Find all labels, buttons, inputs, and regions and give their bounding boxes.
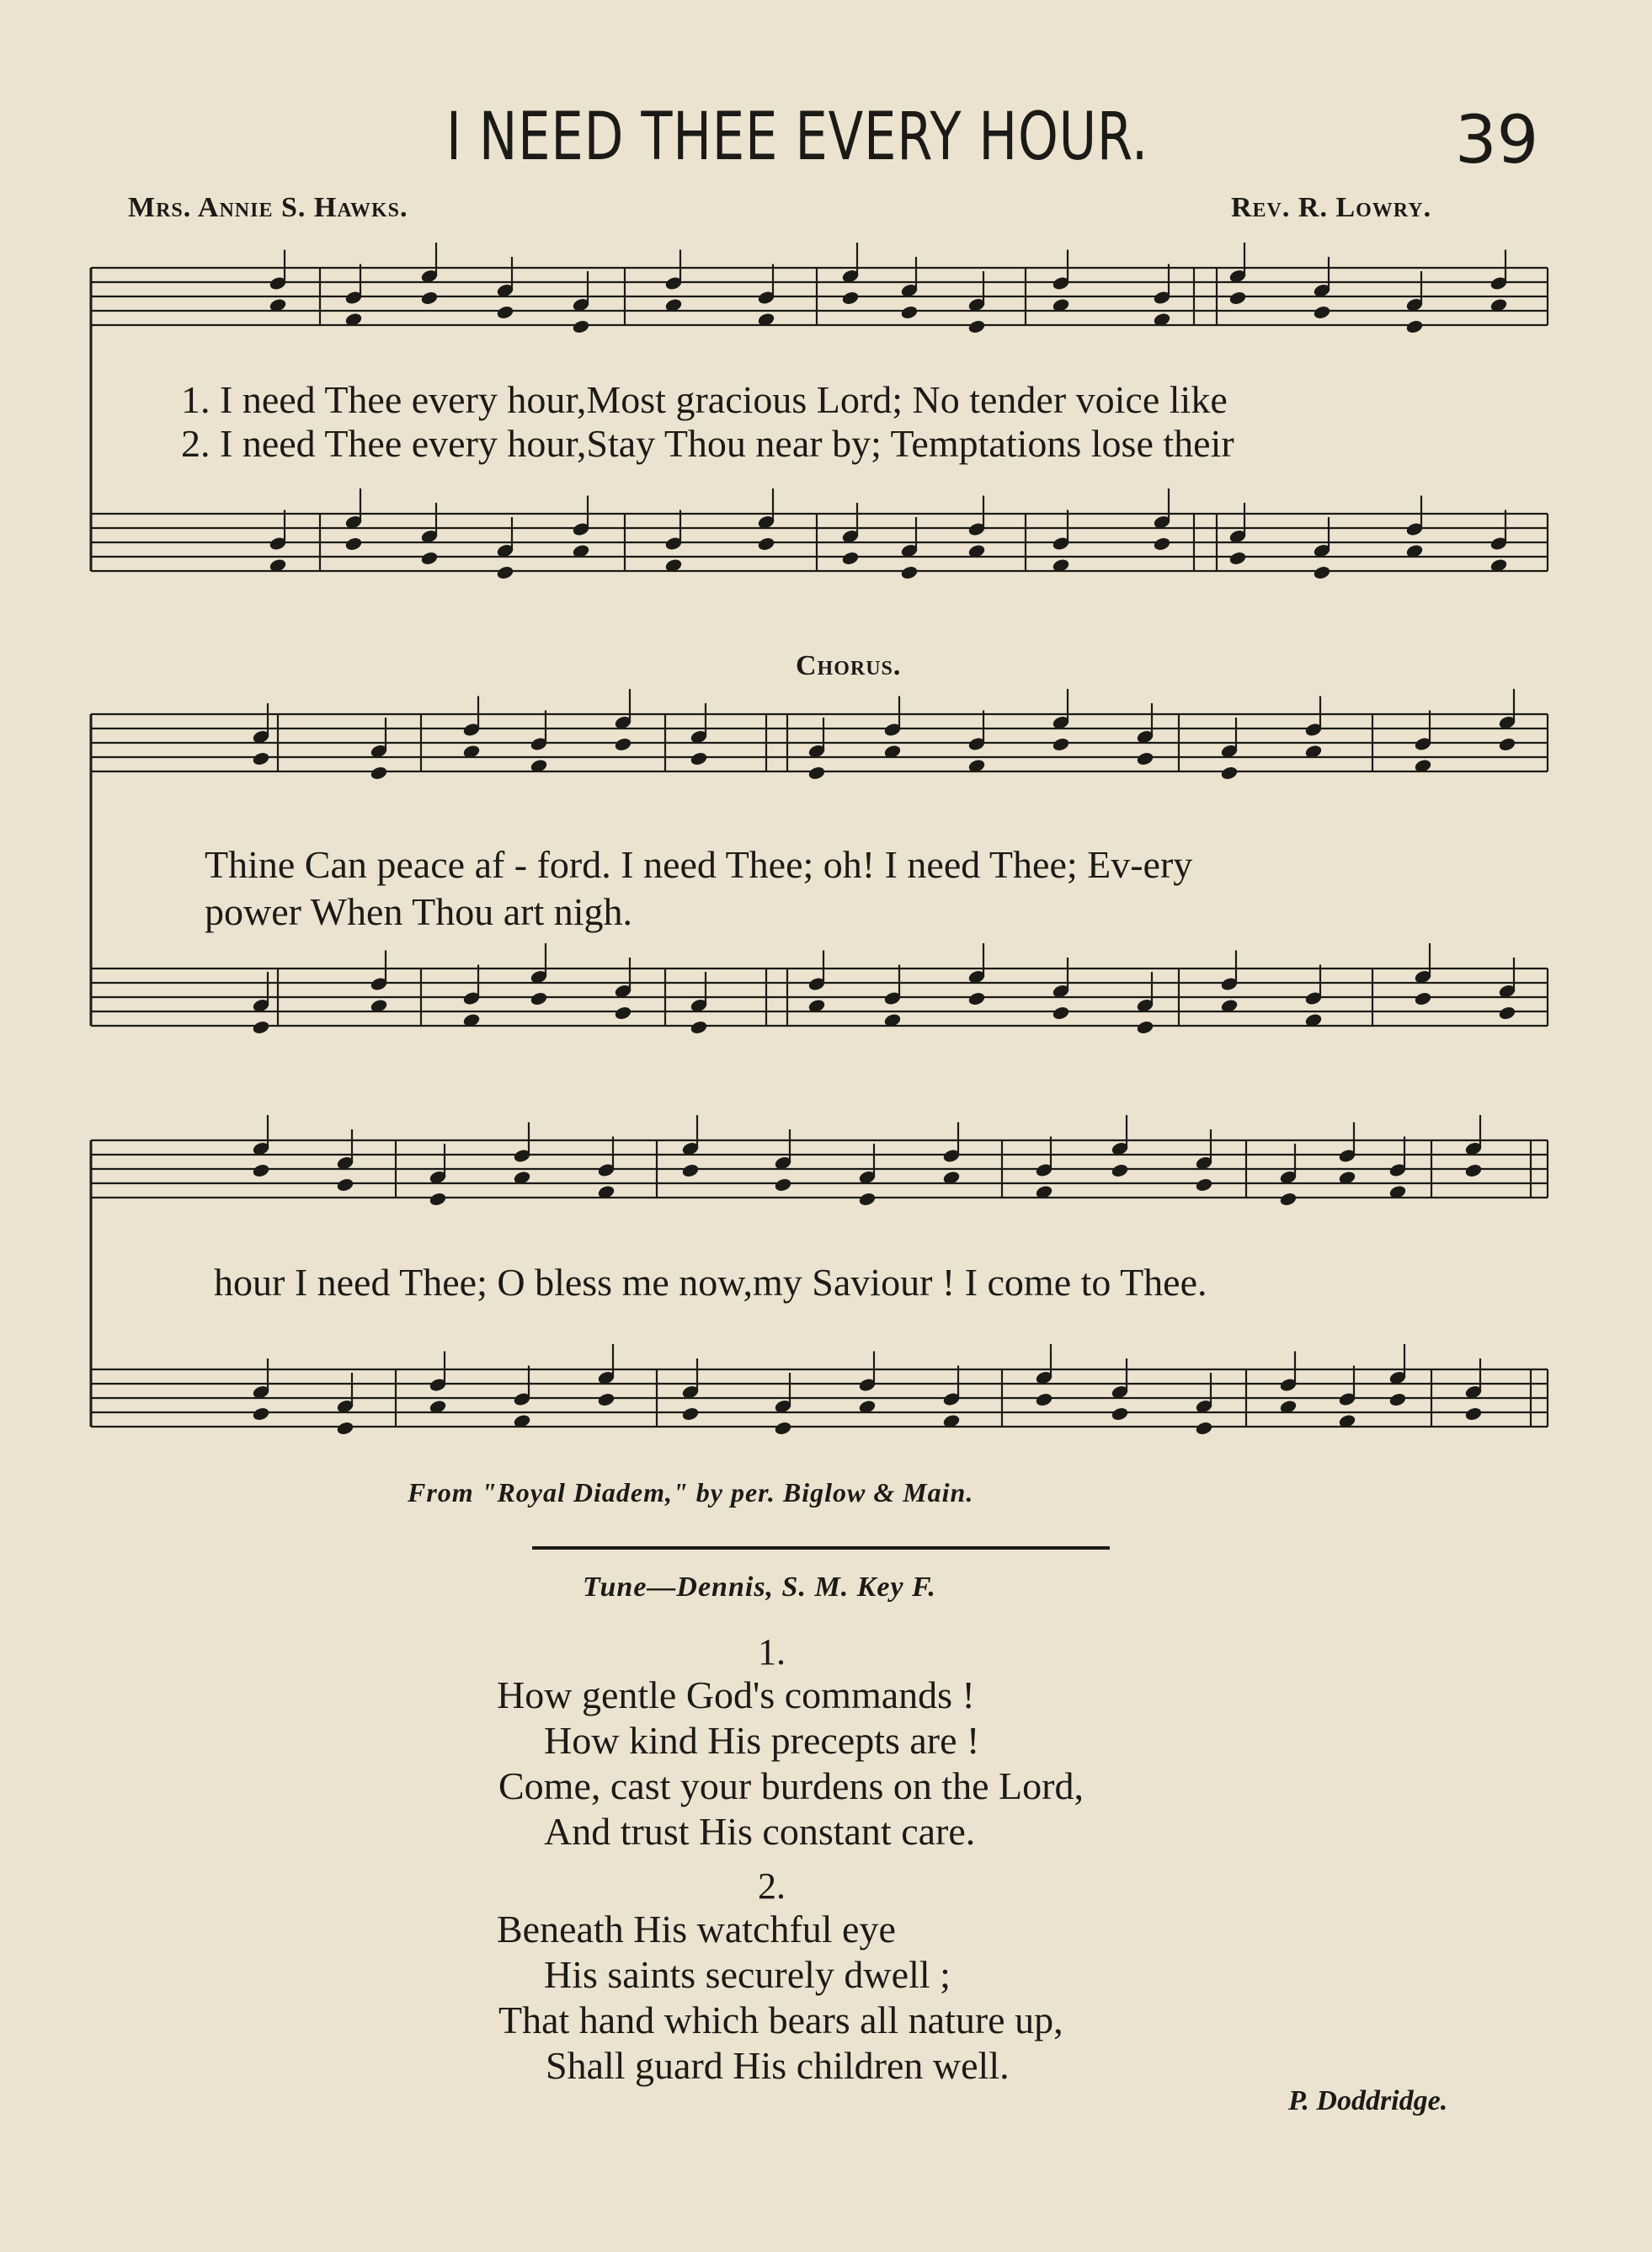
notehead bbox=[344, 536, 362, 551]
stanza-line: Shall guard His children well. bbox=[546, 2044, 1010, 2087]
stanza-line: His saints securely dwell ; bbox=[544, 1953, 951, 1996]
chorus-label: Chorus. bbox=[796, 650, 902, 681]
notehead bbox=[1498, 1006, 1516, 1020]
stanza-line: And trust His constant care. bbox=[544, 1810, 976, 1853]
hymn-title: I NEED THEE EVERY HOUR. bbox=[446, 99, 1148, 175]
notehead bbox=[807, 766, 825, 780]
source-credit: From "Royal Diadem," by per. Biglow & Main. bbox=[408, 1477, 974, 1508]
stanza-number: 2. bbox=[758, 1865, 786, 1907]
notehead bbox=[1195, 1177, 1212, 1192]
lyric-line-chorus-verse2: power When Thou art nigh. bbox=[205, 890, 633, 933]
notehead bbox=[420, 551, 438, 565]
lyric-line-final: hour I need Thee; O bless me now,my Saviour ! I come to Thee. bbox=[214, 1261, 1207, 1304]
notehead bbox=[1035, 1392, 1052, 1406]
stanza-number: 1. bbox=[758, 1631, 786, 1673]
notehead bbox=[1313, 565, 1330, 579]
notehead bbox=[858, 1192, 876, 1206]
notehead bbox=[1111, 1163, 1128, 1177]
notehead bbox=[614, 737, 631, 751]
notehead bbox=[1498, 737, 1516, 751]
notehead bbox=[1195, 1421, 1212, 1435]
notehead bbox=[252, 1406, 269, 1421]
notehead bbox=[900, 305, 918, 319]
notehead bbox=[681, 1406, 699, 1421]
stanza-line: Come, cast your burdens on the Lord, bbox=[498, 1764, 1084, 1807]
notehead bbox=[1153, 536, 1170, 551]
notehead bbox=[252, 1020, 269, 1034]
notehead bbox=[1228, 551, 1246, 565]
notehead bbox=[370, 766, 387, 780]
notehead bbox=[252, 751, 269, 766]
notehead bbox=[420, 291, 438, 305]
notehead bbox=[1111, 1406, 1128, 1421]
lyric-line-verse1: 1. I need Thee every hour,Most gracious Lord; No tender voice like bbox=[181, 378, 1228, 421]
notehead bbox=[1464, 1406, 1482, 1421]
divider-rule bbox=[532, 1546, 1110, 1550]
notehead bbox=[1313, 305, 1330, 319]
notehead bbox=[597, 1392, 615, 1406]
notehead bbox=[252, 1163, 269, 1177]
notehead bbox=[1220, 766, 1238, 780]
notehead bbox=[690, 751, 707, 766]
notehead bbox=[1388, 1392, 1406, 1406]
notehead bbox=[967, 991, 985, 1006]
notehead bbox=[1052, 737, 1069, 751]
composer-credit: Rev. R. Lowry. bbox=[1231, 192, 1432, 223]
notehead bbox=[841, 551, 859, 565]
notehead bbox=[1464, 1163, 1482, 1177]
notehead bbox=[496, 305, 514, 319]
notehead bbox=[1279, 1192, 1297, 1206]
stanza-line: That hand which bears all nature up, bbox=[498, 1999, 1063, 2041]
notehead bbox=[967, 319, 985, 334]
lyric-line-chorus-verse1: Thine Can peace af - ford. I need Thee; oh! I need Thee; Ev-ery bbox=[205, 843, 1193, 886]
notehead bbox=[530, 991, 547, 1006]
notehead bbox=[1228, 291, 1246, 305]
notehead bbox=[429, 1192, 446, 1206]
notehead bbox=[774, 1177, 791, 1192]
notehead bbox=[496, 565, 514, 579]
lyricist-credit: Mrs. Annie S. Hawks. bbox=[128, 192, 408, 223]
tune-line: Tune—Dennis, S. M. Key F. bbox=[583, 1572, 936, 1603]
stanza-line: How kind His precepts are ! bbox=[544, 1719, 980, 1762]
notehead bbox=[690, 1020, 707, 1034]
notehead bbox=[572, 319, 589, 334]
notehead bbox=[774, 1421, 791, 1435]
notehead bbox=[336, 1421, 354, 1435]
stanza-line: Beneath His watchful eye bbox=[497, 1908, 896, 1950]
notehead bbox=[1414, 991, 1431, 1006]
notehead bbox=[841, 291, 859, 305]
notehead bbox=[1136, 751, 1154, 766]
lyric-line-verse2: 2. I need Thee every hour,Stay Thou near by; Temptations lose their bbox=[181, 422, 1234, 465]
notehead bbox=[614, 1006, 631, 1020]
notehead bbox=[336, 1177, 354, 1192]
stanza-line: How gentle God's commands ! bbox=[497, 1673, 975, 1716]
notehead bbox=[757, 536, 775, 551]
notehead bbox=[1405, 319, 1423, 334]
notehead bbox=[1136, 1020, 1154, 1034]
author-credit: P. Doddridge. bbox=[1288, 2085, 1448, 2116]
notehead bbox=[681, 1163, 699, 1177]
notehead bbox=[900, 565, 918, 579]
page-number: 39 bbox=[1455, 103, 1539, 179]
notehead bbox=[1052, 1006, 1069, 1020]
